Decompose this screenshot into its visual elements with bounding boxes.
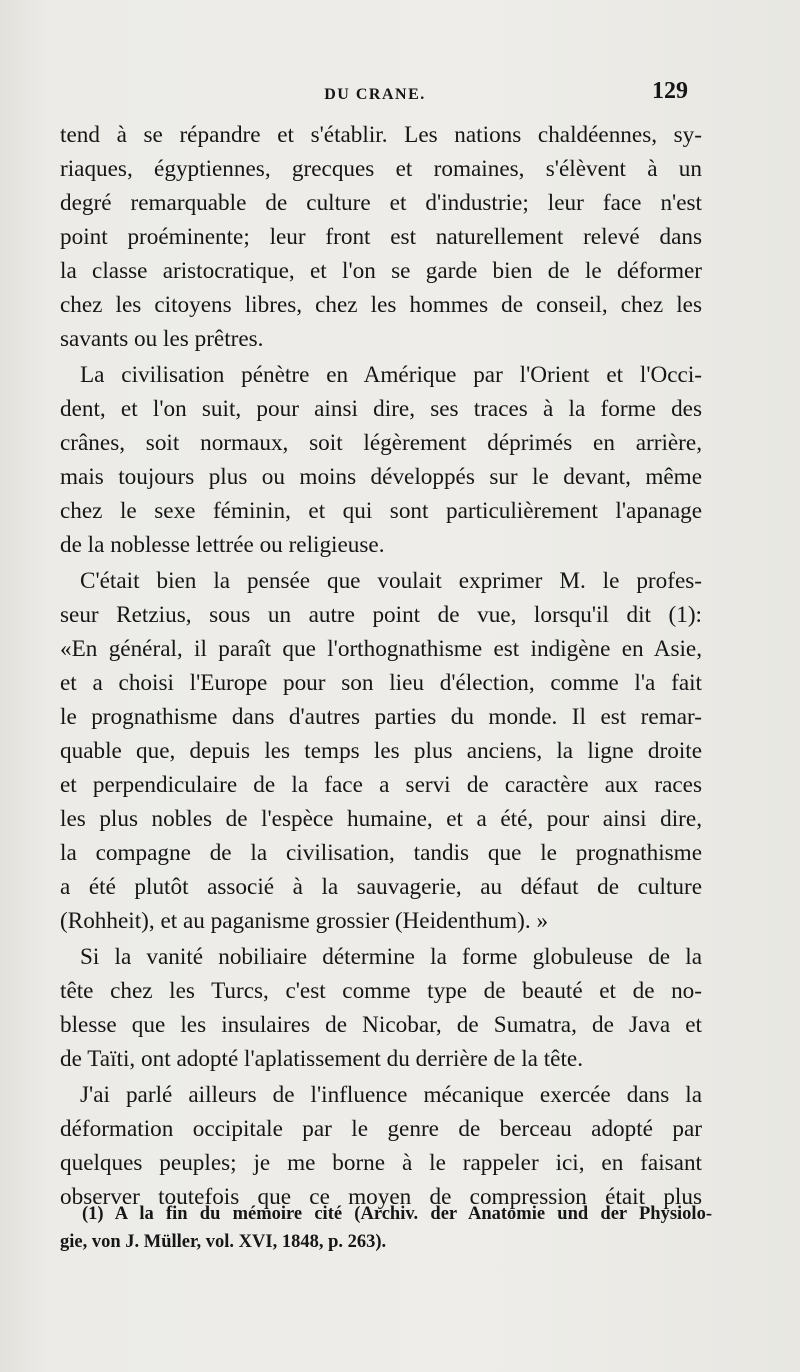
text-line: riaques, égyptiennes, grecques et romaines, s'élèvent à un — [60, 156, 702, 182]
text-line: les plus nobles de l'espèce humaine, et a été, pour ainsi dire, — [60, 806, 702, 832]
text-line: la compagne de la civilisation, tandis que le prognathisme — [60, 840, 702, 866]
text-line: «En général, il paraît que l'orthognathisme est indigène en Asie, — [60, 636, 702, 662]
text-line: quelques peuples; je me borne à le rappeler ici, en faisant — [60, 1150, 702, 1176]
text-line: (Rohheit), et au paganisme grossier (Heidenthum). » — [60, 908, 549, 934]
footnote-line: (1) A la fin du mémoire cité (Archiv. der Anatomie und der Physiolo- — [82, 1204, 712, 1224]
text-line: La civilisation pénètre en Amérique par l'Orient et l'Occi- — [80, 362, 702, 388]
text-line: de la noblesse lettrée ou religieuse. — [60, 532, 385, 558]
paragraph — [60, 940, 702, 1076]
text-line: quable que, depuis les temps les plus anciens, la ligne droite — [60, 738, 702, 764]
text-line: crânes, soit normaux, soit légèrement déprimés en arrière, — [60, 430, 702, 456]
text-line: déformation occipitale par le genre de berceau adopté par — [60, 1116, 702, 1142]
paragraph — [60, 1078, 702, 1214]
text-line: et a choisi l'Europe pour son lieu d'élection, comme l'a fait — [60, 670, 702, 696]
text-line: blesse que les insulaires de Nicobar, de Sumatra, de Java et — [60, 1012, 702, 1038]
body-text — [60, 118, 702, 1216]
text-line: tend à se répandre et s'établir. Les nations chaldéennes, sy- — [60, 122, 702, 148]
text-line: Si la vanité nobiliaire détermine la forme globuleuse de la — [80, 944, 702, 970]
text-line: point proéminente; leur front est naturellement relevé dans — [60, 224, 702, 250]
text-line: C'était bien la pensée que voulait exprimer M. le profes- — [80, 568, 702, 594]
page-header — [60, 78, 690, 114]
text-line: a été plutôt associé à la sauvagerie, au défaut de culture — [60, 874, 702, 900]
paragraph — [60, 358, 702, 562]
text-line: observer toutefois que ce moyen de compression était plus — [60, 1184, 702, 1210]
text-line: chez le sexe féminin, et qui sont particulièrement l'apanage — [60, 498, 702, 524]
text-line: degré remarquable de culture et d'industrie; leur face n'est — [60, 190, 702, 216]
footnote-line: gie, von J. Müller, vol. XVI, 1848, p. 263). — [60, 1232, 387, 1252]
text-line: la classe aristocratique, et l'on se garde bien de le déformer — [60, 258, 702, 284]
text-line: tête chez les Turcs, c'est comme type de beauté et de no- — [60, 978, 702, 1004]
text-line: J'ai parlé ailleurs de l'influence mécanique exercée dans la — [80, 1082, 702, 1108]
text-line: chez les citoyens libres, chez les hommes de conseil, chez les — [60, 292, 702, 318]
text-line: de Taïti, ont adopté l'aplatissement du derrière de la tête. — [60, 1046, 584, 1072]
text-line: savants ou les prêtres. — [60, 326, 264, 352]
text-line: dent, et l'on suit, pour ainsi dire, ses traces à la forme des — [60, 396, 702, 422]
paragraph — [60, 564, 702, 938]
text-line: mais toujours plus ou moins développés sur le devant, même — [60, 464, 702, 490]
paragraph — [60, 118, 702, 356]
text-line: et perpendiculaire de la face a servi de caractère aux races — [60, 772, 702, 798]
page-number: 129 — [652, 78, 688, 104]
text-line: le prognathisme dans d'autres parties du monde. Il est remar- — [60, 704, 702, 730]
text-line: seur Retzius, sous un autre point de vue, lorsqu'il dit (1): — [60, 602, 702, 628]
footnote — [60, 1200, 712, 1256]
running-title: DU CRANE. — [324, 86, 426, 103]
